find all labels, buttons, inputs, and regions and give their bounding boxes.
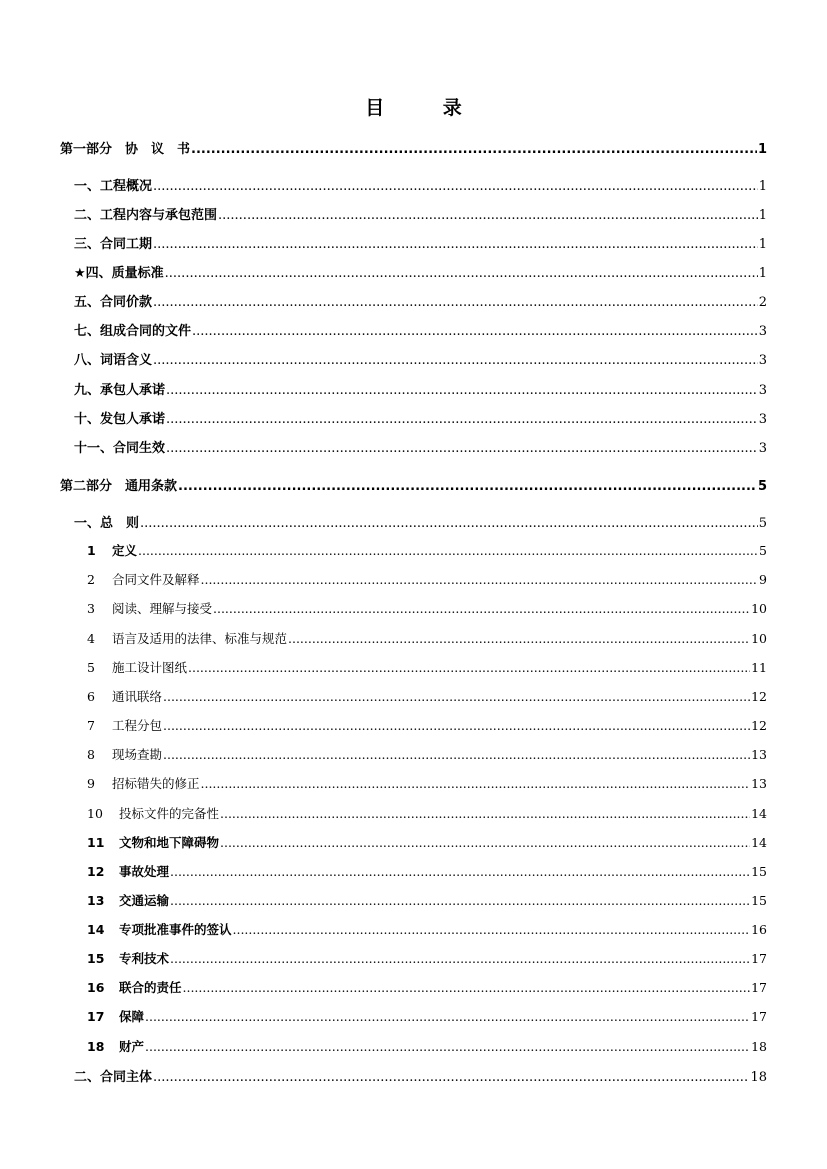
toc-label: 三、合同工期 bbox=[74, 237, 153, 252]
dot-leader bbox=[170, 864, 750, 879]
toc-page: 5 bbox=[757, 479, 767, 494]
toc-page: 3 bbox=[758, 412, 767, 427]
toc-page: 13 bbox=[751, 776, 767, 791]
toc-entry[interactable] bbox=[87, 891, 767, 909]
toc-entry[interactable] bbox=[74, 291, 767, 310]
toc-number: 9 bbox=[87, 776, 95, 791]
toc-entry[interactable] bbox=[74, 379, 767, 398]
toc-label bbox=[87, 949, 169, 967]
dot-leader bbox=[191, 142, 757, 157]
toc-text: 招标错失的修正 bbox=[112, 776, 200, 791]
dot-leader bbox=[188, 660, 750, 675]
toc-label: 二、工程内容与承包范围 bbox=[74, 208, 218, 223]
toc-page: 3 bbox=[758, 353, 767, 368]
toc-entry[interactable] bbox=[87, 599, 767, 617]
toc-label: 一、工程概况 bbox=[74, 179, 153, 194]
toc-label bbox=[87, 1007, 144, 1025]
dot-leader bbox=[163, 718, 750, 733]
dot-leader bbox=[153, 295, 758, 310]
toc-page: 3 bbox=[758, 324, 767, 339]
toc-text: 财产 bbox=[119, 1039, 145, 1054]
toc-label: 九、承包人承诺 bbox=[74, 383, 166, 398]
toc-page: 11 bbox=[751, 660, 767, 675]
toc-number: 6 bbox=[87, 689, 95, 704]
toc-page: 1 bbox=[758, 237, 767, 252]
toc-number: 11 bbox=[87, 835, 105, 850]
toc-label bbox=[87, 687, 162, 705]
toc-page: 10 bbox=[751, 631, 767, 646]
dot-leader bbox=[201, 776, 751, 791]
toc-label bbox=[87, 920, 232, 938]
dot-leader bbox=[192, 324, 758, 339]
dot-leader bbox=[183, 980, 751, 995]
toc-text: 语言及适用的法律、标准与规范 bbox=[112, 631, 288, 646]
dot-leader bbox=[138, 543, 758, 558]
toc-entry[interactable] bbox=[87, 774, 767, 792]
dot-leader bbox=[220, 806, 750, 821]
toc-text: 交通运输 bbox=[119, 893, 170, 908]
toc-number: 12 bbox=[87, 864, 105, 879]
toc-number: 17 bbox=[87, 1009, 105, 1024]
toc-label bbox=[87, 599, 212, 617]
toc-entry[interactable] bbox=[87, 570, 767, 588]
toc-page: 17 bbox=[751, 951, 767, 966]
dot-leader bbox=[153, 179, 758, 194]
toc-text: 现场查勘 bbox=[112, 747, 163, 762]
toc-page: 1 bbox=[758, 179, 767, 194]
dot-leader bbox=[163, 747, 750, 762]
toc-entry[interactable] bbox=[87, 978, 767, 996]
toc-label: 七、组成合同的文件 bbox=[74, 324, 192, 339]
toc-number: 13 bbox=[87, 893, 105, 908]
toc-entry[interactable] bbox=[87, 862, 767, 880]
toc-entry-part-1[interactable] bbox=[60, 138, 767, 157]
toc-label bbox=[87, 716, 162, 734]
toc-page: 16 bbox=[751, 922, 767, 937]
toc-entry[interactable] bbox=[74, 320, 767, 339]
dot-leader bbox=[153, 353, 758, 368]
toc-page: 1 bbox=[758, 208, 767, 223]
dot-leader bbox=[163, 689, 750, 704]
toc-number: 15 bbox=[87, 951, 105, 966]
toc-entry[interactable] bbox=[74, 408, 767, 427]
toc-page: 18 bbox=[751, 1039, 767, 1054]
toc-text: 专项批准事件的签认 bbox=[119, 922, 232, 937]
toc-text: 联合的责任 bbox=[119, 980, 182, 995]
toc-label bbox=[87, 862, 169, 880]
toc-entry[interactable] bbox=[74, 233, 767, 252]
toc-text: 文物和地下障碍物 bbox=[119, 835, 220, 850]
toc-label: 第一部分 协 议 书 bbox=[60, 142, 191, 157]
toc-label bbox=[87, 541, 137, 559]
toc-entry[interactable] bbox=[87, 745, 767, 763]
toc-page: 10 bbox=[751, 601, 767, 616]
toc-label bbox=[87, 978, 182, 996]
toc-page: 1 bbox=[758, 266, 767, 281]
toc-page: 3 bbox=[758, 441, 767, 456]
toc-entry[interactable] bbox=[87, 541, 767, 559]
toc-entry[interactable] bbox=[87, 920, 767, 938]
toc-page: 13 bbox=[751, 747, 767, 762]
dot-leader bbox=[166, 412, 758, 427]
toc-entry[interactable] bbox=[87, 804, 767, 822]
dot-leader bbox=[153, 237, 758, 252]
dot-leader bbox=[178, 479, 757, 494]
toc-entry[interactable] bbox=[87, 833, 767, 851]
toc-entry[interactable] bbox=[74, 175, 767, 194]
dot-leader bbox=[220, 835, 750, 850]
toc-label bbox=[87, 658, 187, 676]
toc-label bbox=[87, 804, 219, 822]
toc-number: 18 bbox=[87, 1039, 105, 1054]
toc-entry-part-2[interactable] bbox=[60, 475, 767, 494]
toc-number: 14 bbox=[87, 922, 105, 937]
page-title: 目 录 bbox=[365, 97, 488, 119]
toc-number: 10 bbox=[87, 806, 103, 821]
dot-leader bbox=[288, 631, 750, 646]
toc-entry[interactable] bbox=[87, 1007, 767, 1025]
dot-leader bbox=[145, 1039, 750, 1054]
toc-number: 16 bbox=[87, 980, 105, 995]
toc-label: 第二部分 通用条款 bbox=[60, 479, 178, 494]
toc-number: 7 bbox=[87, 718, 95, 733]
toc-page: 3 bbox=[758, 383, 767, 398]
toc-entry[interactable] bbox=[74, 204, 767, 223]
dot-leader bbox=[170, 893, 750, 908]
toc-entry[interactable] bbox=[87, 658, 767, 676]
toc-page: 15 bbox=[751, 893, 767, 908]
dot-leader bbox=[213, 601, 750, 616]
toc-label: 十一、合同生效 bbox=[74, 441, 166, 456]
toc-text: 事故处理 bbox=[119, 864, 170, 879]
dot-leader bbox=[166, 383, 758, 398]
toc-entry[interactable] bbox=[87, 629, 767, 647]
toc-label bbox=[87, 570, 200, 588]
toc-text: 投标文件的完备性 bbox=[119, 806, 220, 821]
toc-label: 二、合同主体 bbox=[74, 1070, 153, 1085]
toc-entry[interactable] bbox=[74, 262, 767, 281]
toc-text: 合同文件及解释 bbox=[112, 572, 200, 587]
toc-page: 2 bbox=[758, 295, 767, 310]
toc-entry[interactable] bbox=[74, 1066, 767, 1085]
toc-page: 14 bbox=[751, 835, 767, 850]
toc-text: 工程分包 bbox=[112, 718, 163, 733]
toc-entry[interactable] bbox=[74, 437, 767, 456]
toc-text: 定义 bbox=[112, 543, 138, 558]
toc-label: 八、词语含义 bbox=[74, 353, 153, 368]
dot-leader bbox=[170, 951, 750, 966]
toc-number: 8 bbox=[87, 747, 95, 762]
toc-label bbox=[87, 833, 219, 851]
toc-number: 3 bbox=[87, 601, 95, 616]
toc-label bbox=[87, 891, 169, 909]
toc-text: 专利技术 bbox=[119, 951, 170, 966]
toc-entry[interactable] bbox=[87, 687, 767, 705]
toc-label bbox=[87, 629, 287, 647]
toc-entry[interactable] bbox=[87, 716, 767, 734]
toc-page: 15 bbox=[751, 864, 767, 879]
dot-leader bbox=[233, 922, 751, 937]
dot-leader bbox=[145, 1009, 750, 1024]
toc-number: 4 bbox=[87, 631, 95, 646]
toc-number: 1 bbox=[87, 543, 96, 558]
toc-label bbox=[87, 774, 200, 792]
toc-page: 5 bbox=[759, 543, 767, 558]
toc-page: 12 bbox=[751, 689, 767, 704]
toc-page: 1 bbox=[757, 142, 767, 157]
toc-page: 5 bbox=[758, 516, 767, 531]
toc-text: 施工设计图纸 bbox=[112, 660, 188, 675]
toc-page: 14 bbox=[751, 806, 767, 821]
dot-leader bbox=[218, 208, 758, 223]
toc-text: 阅读、理解与接受 bbox=[112, 601, 213, 616]
toc-page: 17 bbox=[751, 1009, 767, 1024]
toc-page: 18 bbox=[750, 1070, 767, 1085]
toc-label: 五、合同价款 bbox=[74, 295, 153, 310]
toc-number: 5 bbox=[87, 660, 95, 675]
dot-leader bbox=[166, 441, 758, 456]
toc-label: 一、总 则 bbox=[74, 516, 140, 531]
toc-label bbox=[87, 1037, 144, 1055]
toc-entry[interactable] bbox=[87, 949, 767, 967]
toc-page: 9 bbox=[759, 572, 767, 587]
dot-leader bbox=[153, 1070, 749, 1085]
toc-label: 十、发包人承诺 bbox=[74, 412, 166, 427]
toc-entry[interactable] bbox=[74, 512, 767, 531]
toc-label bbox=[87, 745, 162, 763]
toc-text: 保障 bbox=[119, 1009, 145, 1024]
toc-number: 2 bbox=[87, 572, 95, 587]
dot-leader bbox=[165, 266, 758, 281]
toc-text: 通讯联络 bbox=[112, 689, 163, 704]
toc-label: ★四、质量标准 bbox=[74, 266, 164, 281]
toc-page: 17 bbox=[751, 980, 767, 995]
dot-leader bbox=[140, 516, 758, 531]
dot-leader bbox=[201, 572, 759, 587]
toc-page: 12 bbox=[751, 718, 767, 733]
toc-entry[interactable] bbox=[87, 1037, 767, 1055]
toc-entry[interactable] bbox=[74, 349, 767, 368]
